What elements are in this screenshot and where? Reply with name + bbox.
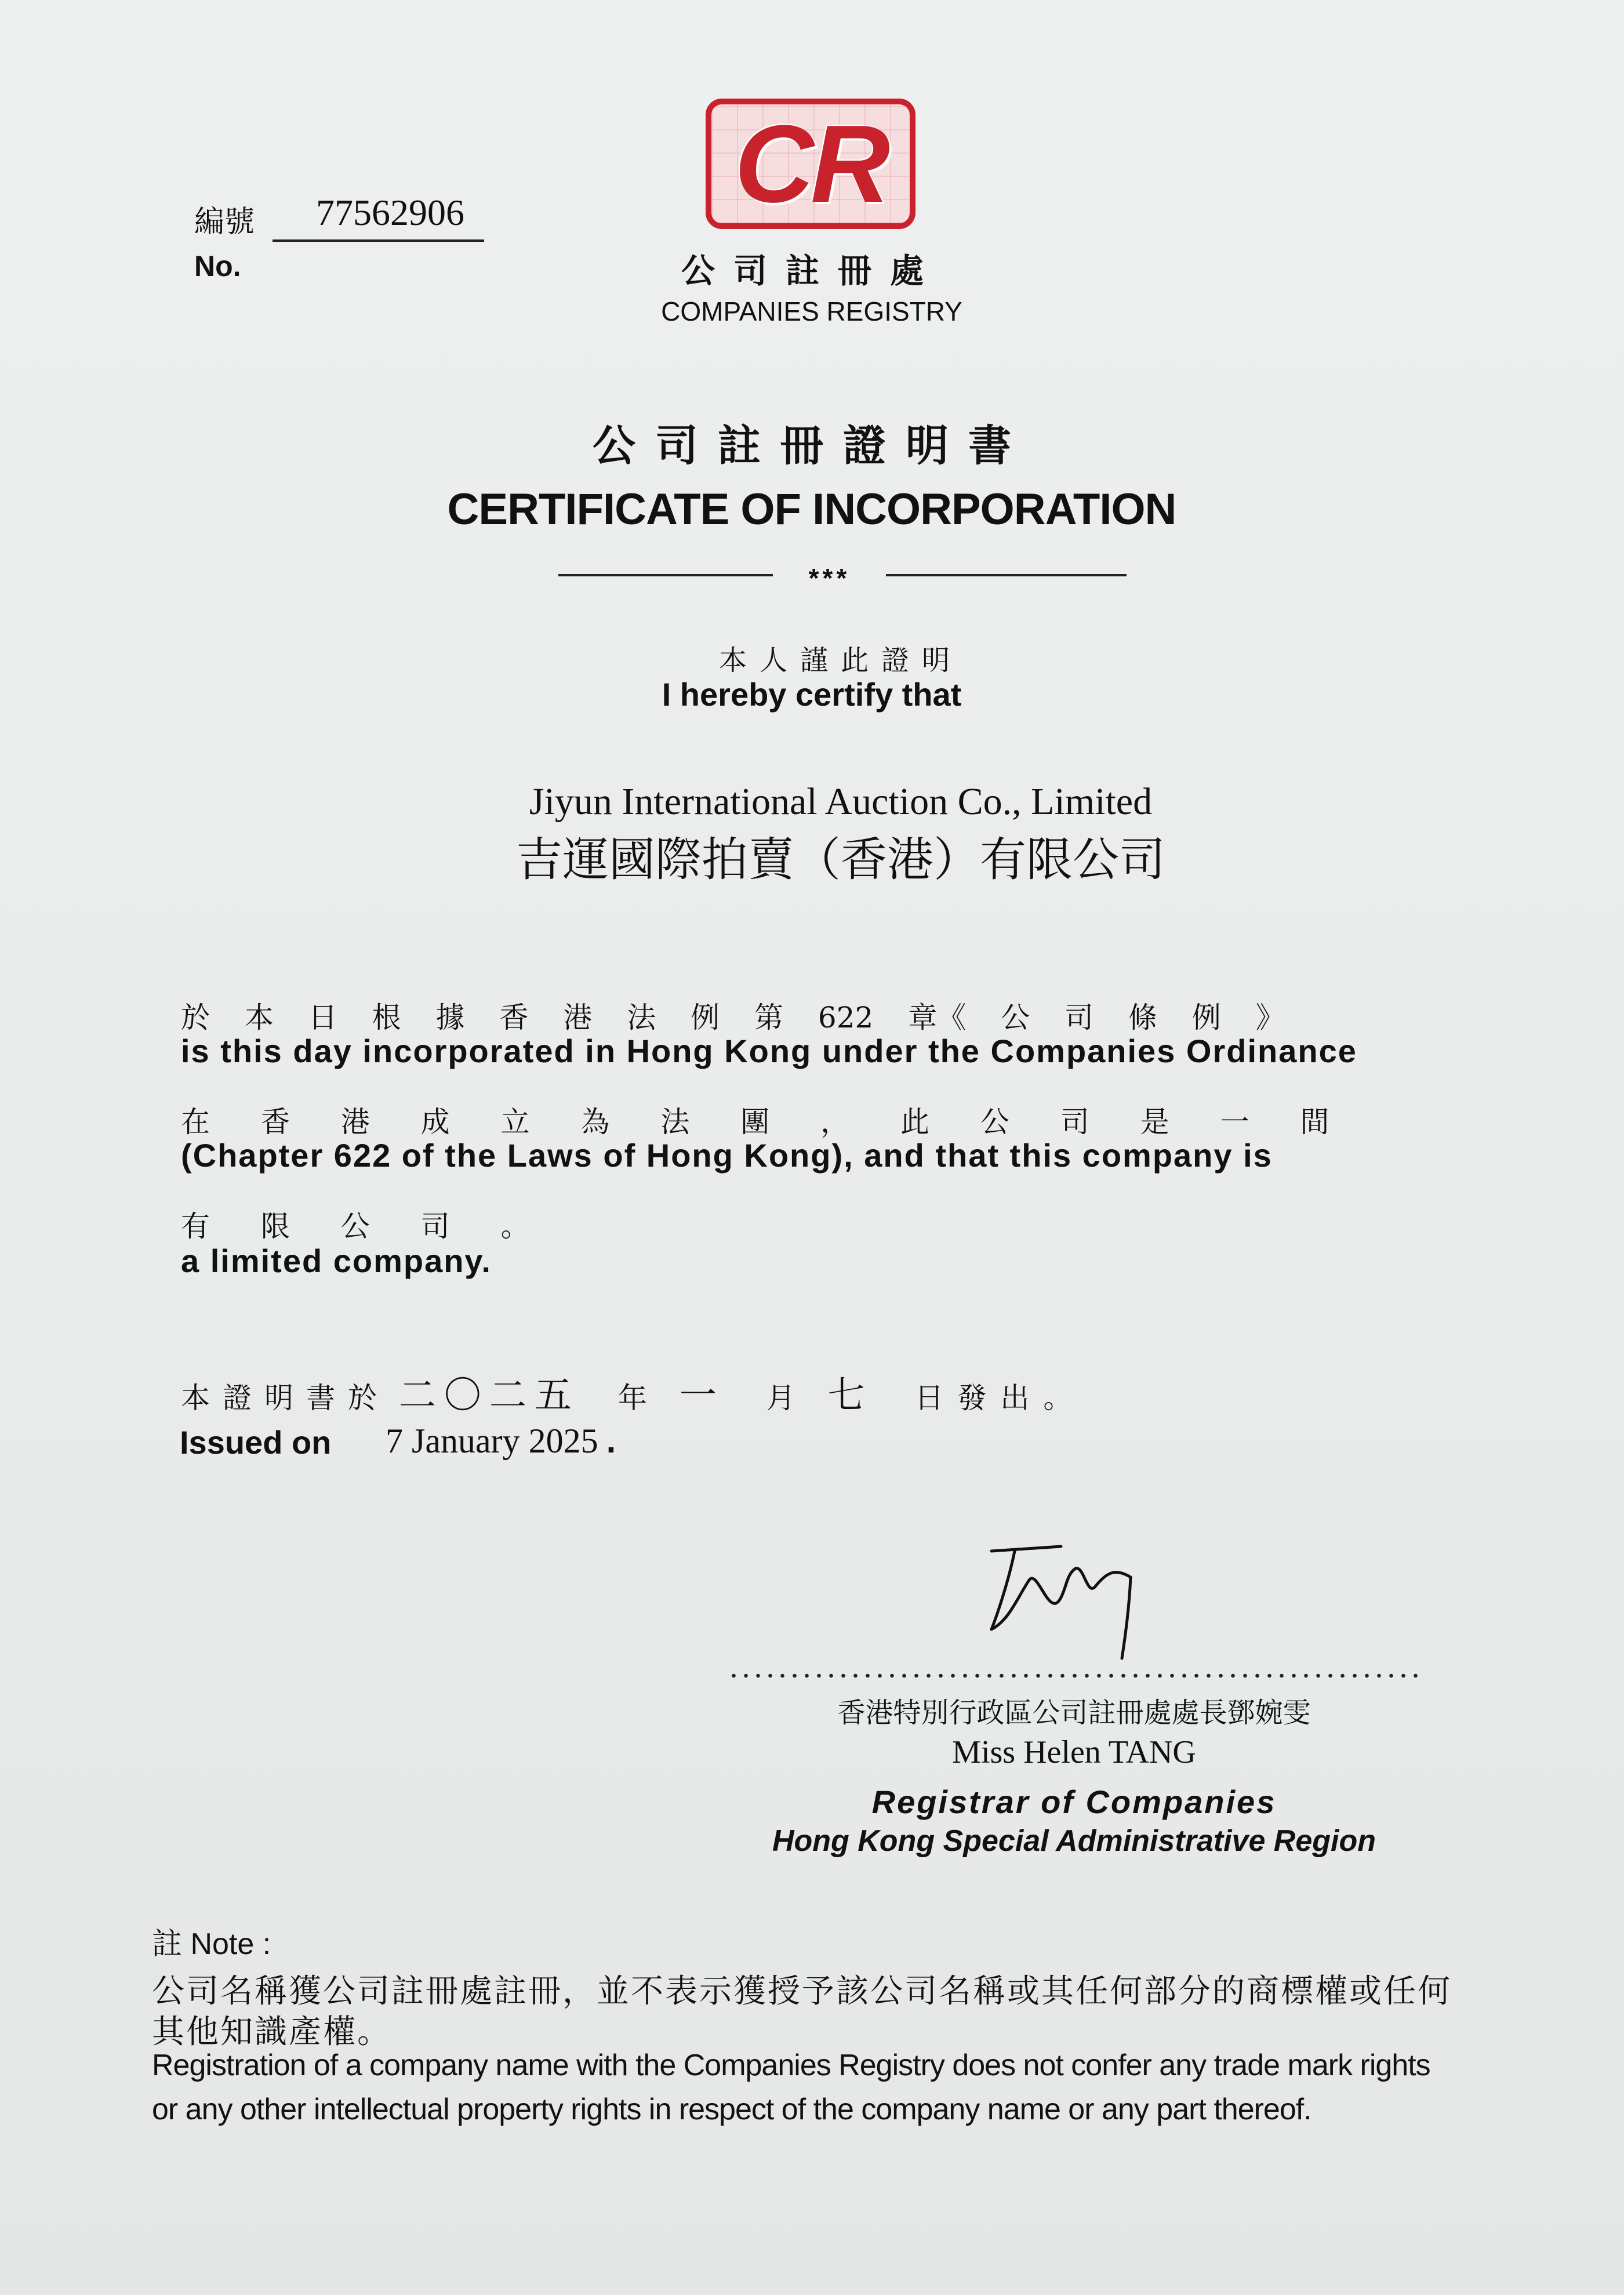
note-text-cn-line2: 其他知識產權。 — [152, 2013, 391, 2051]
issued-on-label: Issued on — [180, 1424, 332, 1461]
issue-suffix-cn: 日發出。 — [914, 1381, 1087, 1415]
issue-date-en — [386, 1421, 616, 1461]
issue-date-period: . — [606, 1421, 616, 1460]
issue-month-unit-cn: 月 — [766, 1381, 795, 1415]
body-line2-en: (Chapter 622 of the Laws of Hong Kong), and that this company is — [181, 1137, 1273, 1174]
logo-text: CR — [734, 102, 887, 226]
body-line1-en: is this day incorporated in Hong Kong under the Companies Ordinance — [181, 1033, 1357, 1069]
body-line3-cn: 有 限 公 司 。 — [181, 1210, 530, 1243]
company-name-en: Jiyun International Auction Co., Limited — [529, 780, 1153, 823]
note-text-cn-line1: 公司名稱獲公司註冊處註冊，並不表示獲授予該公司名稱或其任何部分的商標權或任何 — [152, 1973, 1452, 2010]
signature-line — [728, 1673, 1420, 1679]
body-line2-cn: 在 香 港 成 立 為 法 團 ， 此 公 司 是 一 間 — [181, 1105, 1329, 1139]
number-label-cn: 編號 — [194, 205, 255, 239]
issue-year-unit-cn: 年 — [617, 1381, 647, 1415]
note-text-en-line2: or any other intellectual property rights in respect of the company name or any part thereof. — [152, 2093, 1311, 2126]
number-underline — [273, 239, 484, 242]
certificate-title-cn: 公司註冊證明書 — [593, 421, 1031, 471]
note-heading: 註 Note : — [152, 1927, 271, 1961]
issue-date-cn — [181, 1366, 1086, 1419]
issue-year-cn: 二〇二五 — [398, 1374, 580, 1417]
issue-month-cn: 一 — [679, 1374, 717, 1417]
registrar-title: Registrar of Companies — [871, 1784, 1277, 1820]
issue-date-value: 7 January 2025 — [386, 1422, 598, 1460]
note-text-en-line1: Registration of a company name with the Companies Registry does not confer any trade mark rights — [152, 2049, 1430, 2082]
issue-prefix-cn: 本證明書於 — [181, 1381, 390, 1415]
certificate-number: 77562906 — [316, 192, 464, 233]
registry-name-cn: 公司註冊處 — [681, 251, 942, 290]
number-label-en: No. — [194, 250, 241, 282]
certificate-title-en: CERTIFICATE OF INCORPORATION — [447, 485, 1176, 534]
registrar-name-en: Miss Helen TANG — [952, 1734, 1196, 1770]
registrar-name-cn: 香港特別行政區公司註冊處處長鄧婉雯 — [837, 1697, 1311, 1729]
registrar-signature — [974, 1534, 1160, 1664]
divider-stars: *** — [808, 563, 851, 593]
body-line1-cn: 於 本 日 根 據 香 港 法 例 第 622 章《 公 司 條 例 》 — [181, 1001, 1285, 1034]
issue-day-cn: 七 — [827, 1374, 865, 1417]
companies-registry-logo — [706, 99, 915, 229]
divider-right — [886, 574, 1127, 576]
divider-left — [558, 574, 773, 576]
registry-name-en: COMPANIES REGISTRY — [661, 296, 962, 326]
certify-text-en: I hereby certify that — [662, 676, 962, 713]
body-line3-en: a limited company. — [181, 1243, 492, 1279]
registrar-region: Hong Kong Special Administrative Region — [772, 1824, 1376, 1858]
certify-text-cn: 本人謹此證明 — [718, 644, 962, 677]
company-name-cn: 吉運國際拍賣（香港）有限公司 — [516, 833, 1165, 887]
